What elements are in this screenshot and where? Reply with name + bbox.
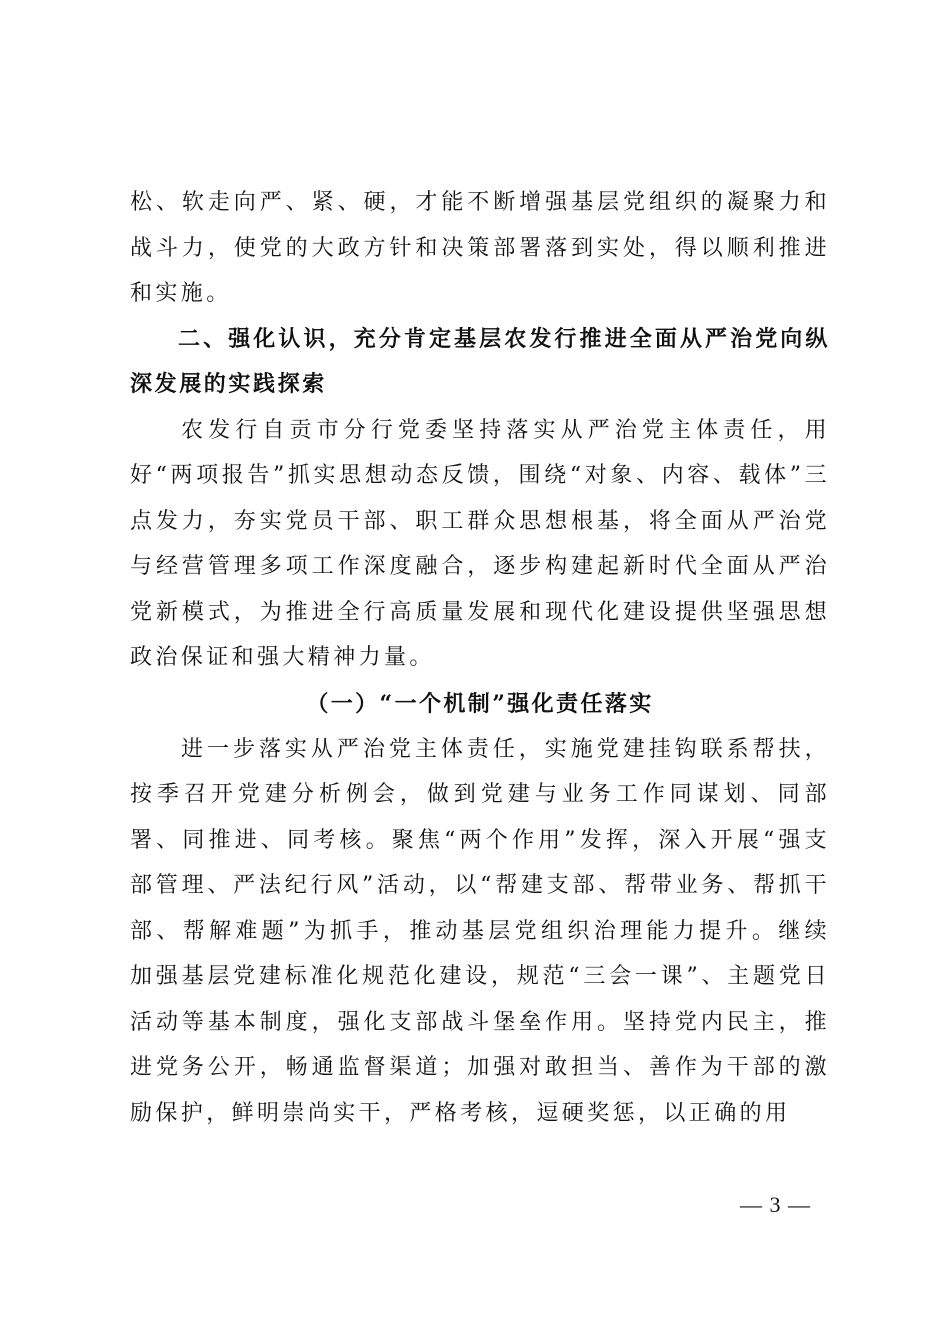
section-heading: 二、强化认识，充分肯定基层农发行推进全面从严治党向纵深发展的实践探索 — [130, 326, 830, 397]
body-paragraph: 松、软走向严、紧、硬，才能不断增强基层党组织的凝聚力和战斗力，使党的大政方针和决策部署落到实处，得以顺利推进和实施。 — [130, 190, 830, 306]
body-paragraph: 农发行自贡市分行党委坚持落实从严治党主体责任，用好“两项报告”抓实思想动态反馈，围绕“对象、内容、载体”三点发力，夯实党员干部、职工群众思想根基，将全面从严治党与经营管理多项工作深度融合，逐步构建起新时代全面从严治党新模式，为推进全行高质量发展和现代化建设提供坚强思想政治保证和强大精神力量。 — [130, 417, 830, 670]
page-number: — 3 — — [740, 1192, 811, 1217]
document-body — [130, 180, 830, 1136]
body-paragraph: 进一步落实从严治党主体责任，实施党建挂钩联系帮扶，按季召开党建分析例会，做到党建与业务工作同谋划、同部署、同推进、同考核。聚焦“两个作用”发挥，深入开展“强支部管理、严法纪行风”活动，以“帮建支部、帮带业务、帮抓干部、帮解难题”为抓手，推动基层党组织治理能力提升。继续加强基层党建标准化规范化建设，规范“三会一课”、主题党日活动等基本制度，强化支部战斗堡垒作用。坚持党内民主，推进党务公开，畅通监督渠道；加强对敢担当、善作为干部的激励保护，鲜明崇尚实干，严格考核，逗硬奖惩，以正确的用 — [130, 736, 830, 1126]
subsection-heading: （一）“一个机制”强化责任落实 — [306, 690, 654, 717]
